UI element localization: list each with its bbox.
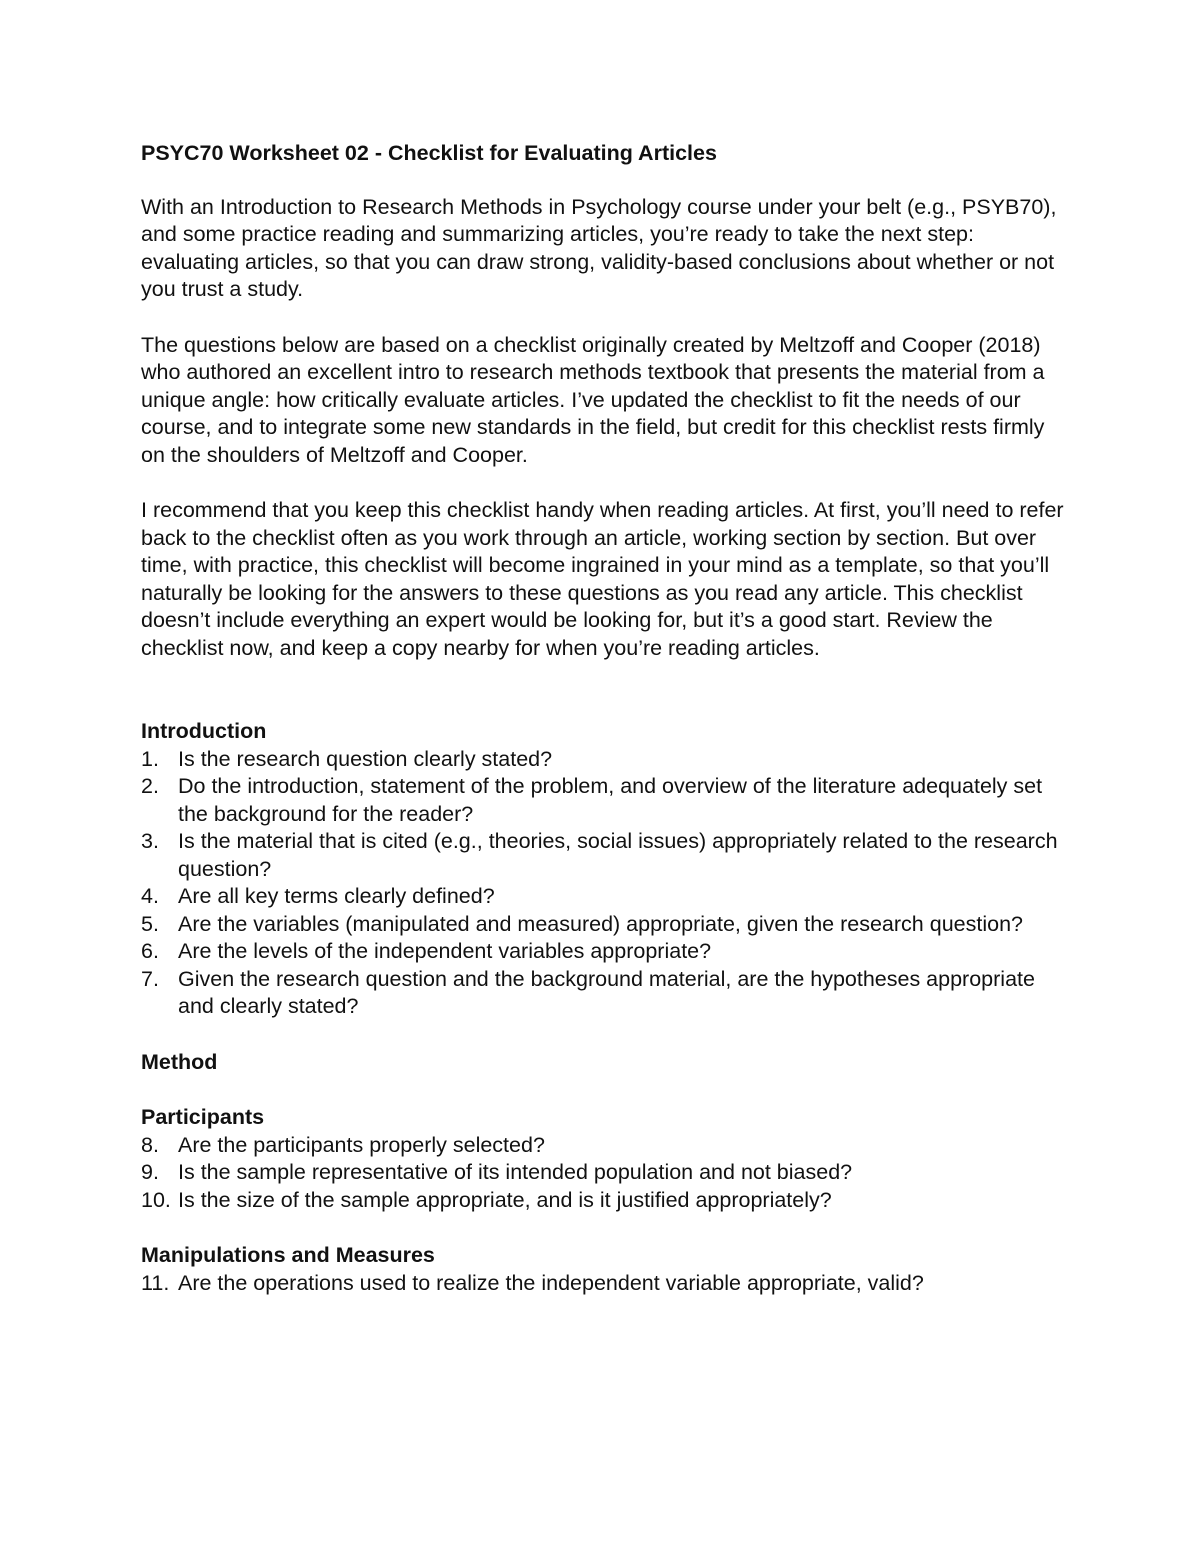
item-text: Are the levels of the independent variables appropriate?	[178, 939, 712, 963]
item-text: Is the size of the sample appropriate, and is it justified appropriately?	[178, 1187, 832, 1212]
document-page	[141, 140, 1071, 1297]
section-spacer	[141, 1076, 1071, 1104]
manipulations-heading: Manipulations and Measures	[141, 1243, 435, 1267]
item-number: 3.	[141, 829, 159, 853]
item-number: 6.	[141, 939, 159, 963]
checklist-item	[141, 883, 1071, 911]
manipulations-checklist	[141, 1270, 1071, 1298]
intro-paragraph-1: With an Introduction to Research Methods in Psychology course under your belt (e.g., PSYB70), and some practice reading and summarizing articles, you’re ready to take the next step: evaluating articles, so that you can draw strong, validity-based conclusions about whether or not you trust a study.	[141, 194, 1057, 301]
introduction-heading: Introduction	[141, 719, 267, 743]
checklist-item	[141, 911, 1071, 939]
item-text: Is the material that is cited (e.g., theories, social issues) appropriately related to the research question?	[178, 829, 1058, 881]
participants-checklist	[141, 1132, 1071, 1215]
item-number: 5.	[141, 911, 159, 936]
participants-heading: Participants	[141, 1105, 265, 1129]
item-text: Do the introduction, statement of the problem, and overview of the literature adequately set the background for the reader?	[178, 774, 1043, 826]
checklist-item	[141, 966, 1071, 1021]
item-text: Is the sample representative of its intended population and not biased?	[178, 1160, 853, 1184]
item-number: 7.	[141, 966, 159, 991]
section-spacer	[141, 1021, 1071, 1049]
checklist-item	[141, 773, 1071, 828]
checklist-item	[141, 1159, 1071, 1187]
item-text: Are the operations used to realize the independent variable appropriate, valid?	[178, 1270, 924, 1295]
item-text: Are all key terms clearly defined?	[178, 884, 495, 908]
checklist-item	[141, 1270, 1071, 1298]
item-text: Are the variables (manipulated and measured) appropriate, given the research question?	[178, 911, 1023, 936]
introduction-checklist	[141, 746, 1071, 1021]
checklist-item	[141, 1187, 1071, 1215]
intro-paragraph-2: The questions below are based on a checklist originally created by Meltzoff and Cooper (2018) who authored an excellent intro to research methods textbook that presents the material from a unique angle: how critically evaluate articles. I’ve updated the checklist to fit the needs of our course, and to integrate some new standards in the field, but credit for this checklist rests firmly on the shoulders of Meltzoff and Cooper.	[141, 332, 1045, 467]
item-text: Is the research question clearly stated?	[178, 746, 553, 771]
document-title: PSYC70 Worksheet 02 - Checklist for Evaluating Articles	[141, 141, 717, 165]
checklist-item	[141, 746, 1071, 774]
item-number: 1.	[141, 746, 159, 771]
item-text: Given the research question and the background material, are the hypotheses appropriate and clearly stated?	[178, 966, 1035, 1018]
item-number: 2.	[141, 774, 159, 798]
checklist-item	[141, 938, 1071, 966]
item-number: 10.	[141, 1187, 171, 1212]
checklist-item	[141, 1132, 1071, 1160]
section-spacer	[141, 690, 1071, 718]
method-heading: Method	[141, 1049, 218, 1074]
item-number: 4.	[141, 884, 159, 908]
item-text: Are the participants properly selected?	[178, 1132, 545, 1157]
item-number: 8.	[141, 1132, 159, 1157]
section-spacer	[141, 1214, 1071, 1242]
intro-paragraph-3: I recommend that you keep this checklist handy when reading articles. At first, you’ll need to refer back to the checklist often as you work through an article, working section by section. But over time, with practice, this checklist will become ingrained in your mind as a template, so that you’ll naturally be looking for the answers to these questions as you read any article. This checklist doesn’t include everything an expert would be looking for, but it’s a good start. Review the checklist now, and keep a copy nearby for when you’re reading articles.	[141, 498, 1064, 660]
item-number: 9.	[141, 1160, 159, 1184]
item-number: 11.	[141, 1270, 170, 1295]
checklist-item	[141, 828, 1071, 883]
